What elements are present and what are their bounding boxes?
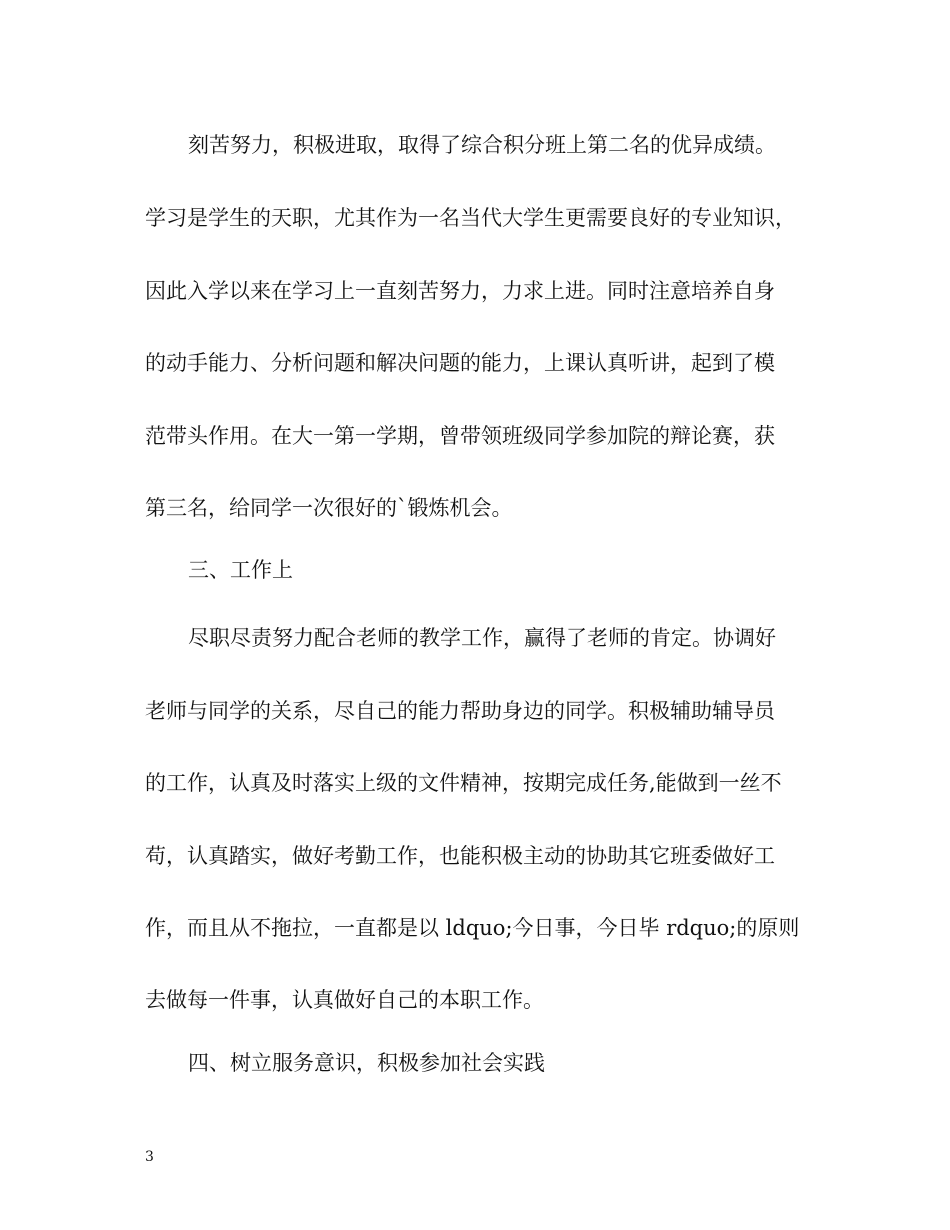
- paragraph-line: 范带头作用。在大一第一学期，曾带领班级同学参加院的辩论赛，获: [145, 424, 775, 448]
- paragraph-line: 苟，认真踏实，做好考勤工作，也能积极主动的协助其它班委做好工: [145, 844, 775, 868]
- paragraph-line: 第三名，给同学一次很好的`锻炼机会。: [145, 496, 513, 520]
- paragraph-line: 因此入学以来在学习上一直刻苦努力，力求上进。同时注意培养自身: [145, 279, 775, 303]
- paragraph-line: 去做每一件事，认真做好自己的本职工作。: [145, 988, 544, 1012]
- paragraph-line: 学习是学生的天职，尤其作为一名当代大学生更需要良好的专业知识，: [145, 206, 796, 230]
- section-heading: 三、工作上: [188, 558, 293, 582]
- paragraph-line: 刻苦努力，积极进取，取得了综合积分班上第二名的优异成绩。: [188, 133, 776, 157]
- paragraph-line: 尽职尽责努力配合老师的教学工作，赢得了老师的肯定。协调好: [188, 626, 776, 650]
- paragraph-line: 的工作，认真及时落实上级的文件精神，按期完成任务,能做到一丝不: [145, 771, 782, 795]
- paragraph-line: 老师与同学的关系，尽自己的能力帮助身边的同学。积极辅助辅导员: [145, 699, 775, 723]
- section-heading: 四、树立服务意识，积极参加社会实践: [188, 1051, 545, 1075]
- page-number: 3: [145, 1149, 154, 1165]
- paragraph-line: 的动手能力、分析问题和解决问题的能力，上课认真听讲，起到了模: [145, 351, 775, 375]
- paragraph-line: 作，而且从不拖拉，一直都是以 ldquo;今日事，今日毕 rdquo;的原则: [145, 916, 800, 940]
